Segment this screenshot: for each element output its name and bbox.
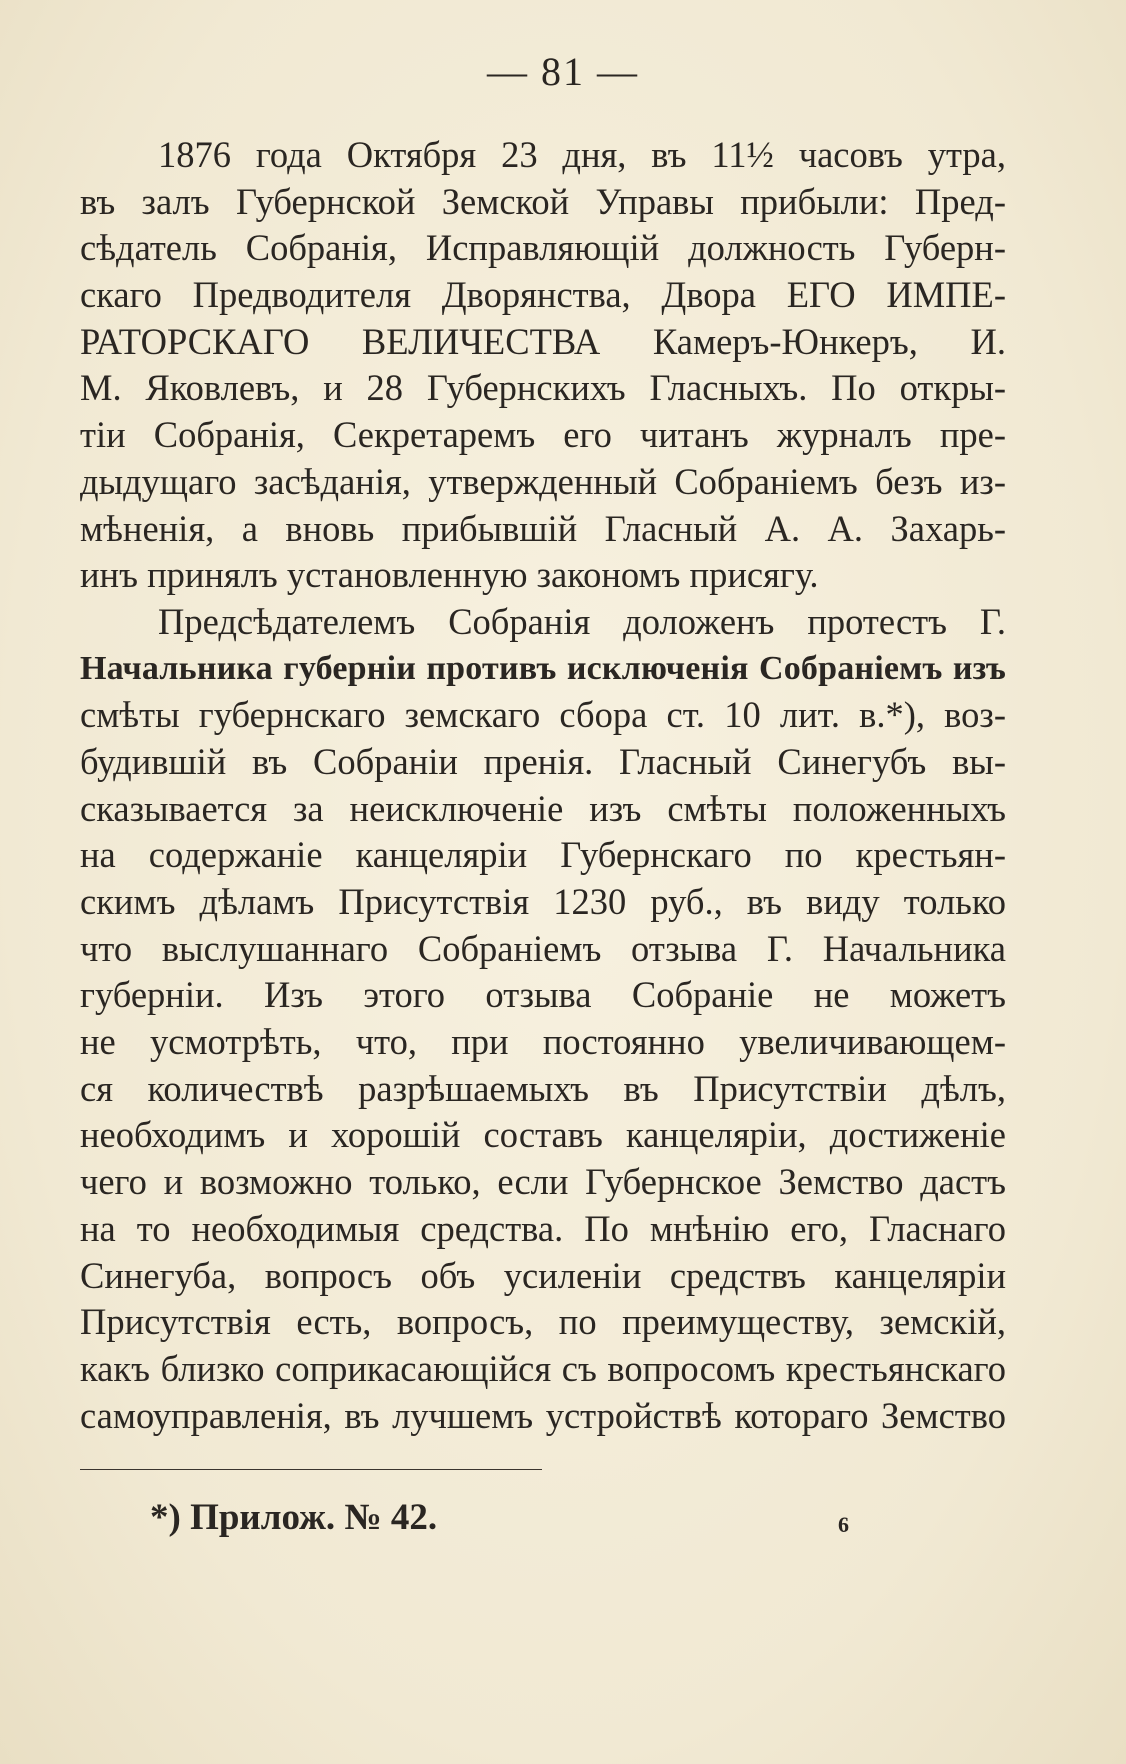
text-line: въ залъ Губернской Земской Управы прибыли: Пред- — [80, 180, 1006, 222]
text-line: 1876 года Октября 23 дня, въ 11½ часовъ утра, — [158, 134, 1006, 175]
text-line: сказывается за неисключеніе изъ смѣты положенныхъ — [80, 787, 1006, 829]
footnote: *) Прилож. № 42. — [150, 1497, 438, 1538]
text-line: мѣненія, а вновь прибывшій Гласный А. А. Захарь- — [80, 507, 1006, 549]
text-line: что выслушаннаго Собраніемъ отзыва Г. Начальника — [80, 927, 1006, 969]
text-line: чего и возможно только, если Губернское Земство дастъ — [80, 1161, 1006, 1203]
text-line: смѣты губернскаго земскаго сбора ст. 10 лит. в.*), воз- — [80, 694, 1006, 736]
text-line: инъ принялъ установленную закономъ присягу. — [80, 554, 819, 596]
text-line: какъ близко соприкасающійся съ вопросомъ крестьянскаго — [80, 1347, 1006, 1389]
text-line: Синегуба, вопросъ объ усиленіи средствъ канцеляріи — [80, 1254, 1006, 1296]
signature-mark: 6 — [838, 1512, 849, 1537]
text-line: самоуправленія, въ лучшемъ устройствѣ котораго Земство — [80, 1394, 1006, 1436]
text-line: дыдущаго засѣданія, утвержденный Собраніемъ безъ из- — [80, 460, 1006, 502]
body-text — [80, 132, 1006, 1439]
footnote-rule — [80, 1469, 542, 1470]
text-line: Присутствія есть, вопросъ, по преимуществу, земскій, — [80, 1301, 1006, 1343]
text-line: сѣдатель Собранія, Исправляющій должность Губерн- — [80, 227, 1006, 269]
text-line: М. Яковлевъ, и 28 Губернскихъ Гласныхъ. По откры- — [80, 367, 1006, 409]
page-number: — 81 — — [487, 49, 639, 94]
text-line: РАТОРСКАГО ВЕЛИЧЕСТВА Камеръ-Юнкеръ, И. — [80, 320, 1006, 362]
text-line: ся количествѣ разрѣшаемыхъ въ Присутствіи дѣлъ, — [80, 1067, 1006, 1109]
text-line: необходимъ и хорошій составъ канцеляріи, достиженіе — [80, 1114, 1006, 1156]
text-line: на содержаніе канцеляріи Губернскаго по крестьян- — [80, 834, 1006, 876]
text-line: Предсѣдателемъ Собранія доложенъ протестъ Г. — [158, 600, 1006, 642]
text-line: губерніи. Изъ этого отзыва Собраніе не можетъ — [80, 974, 1006, 1016]
text-line: на то необходимыя средства. По мнѣнію его, Гласнаго — [80, 1207, 1006, 1249]
text-line: будившій въ Собраніи пренія. Гласный Синегубъ вы- — [80, 740, 1006, 782]
text-line: не усмотрѣть, что, при постоянно увеличивающем- — [80, 1021, 1006, 1063]
text-line: скаго Предводителя Дворянства, Двора ЕГО ИМПЕ- — [80, 274, 1006, 316]
text-line: Начальника губерніи противъ исключенія Собраніемъ изъ — [80, 649, 1006, 687]
text-line: скимъ дѣламъ Присутствія 1230 руб., въ виду только — [80, 881, 1006, 922]
text-line: тіи Собранія, Секретаремъ его читанъ журналъ пре- — [80, 414, 1006, 456]
